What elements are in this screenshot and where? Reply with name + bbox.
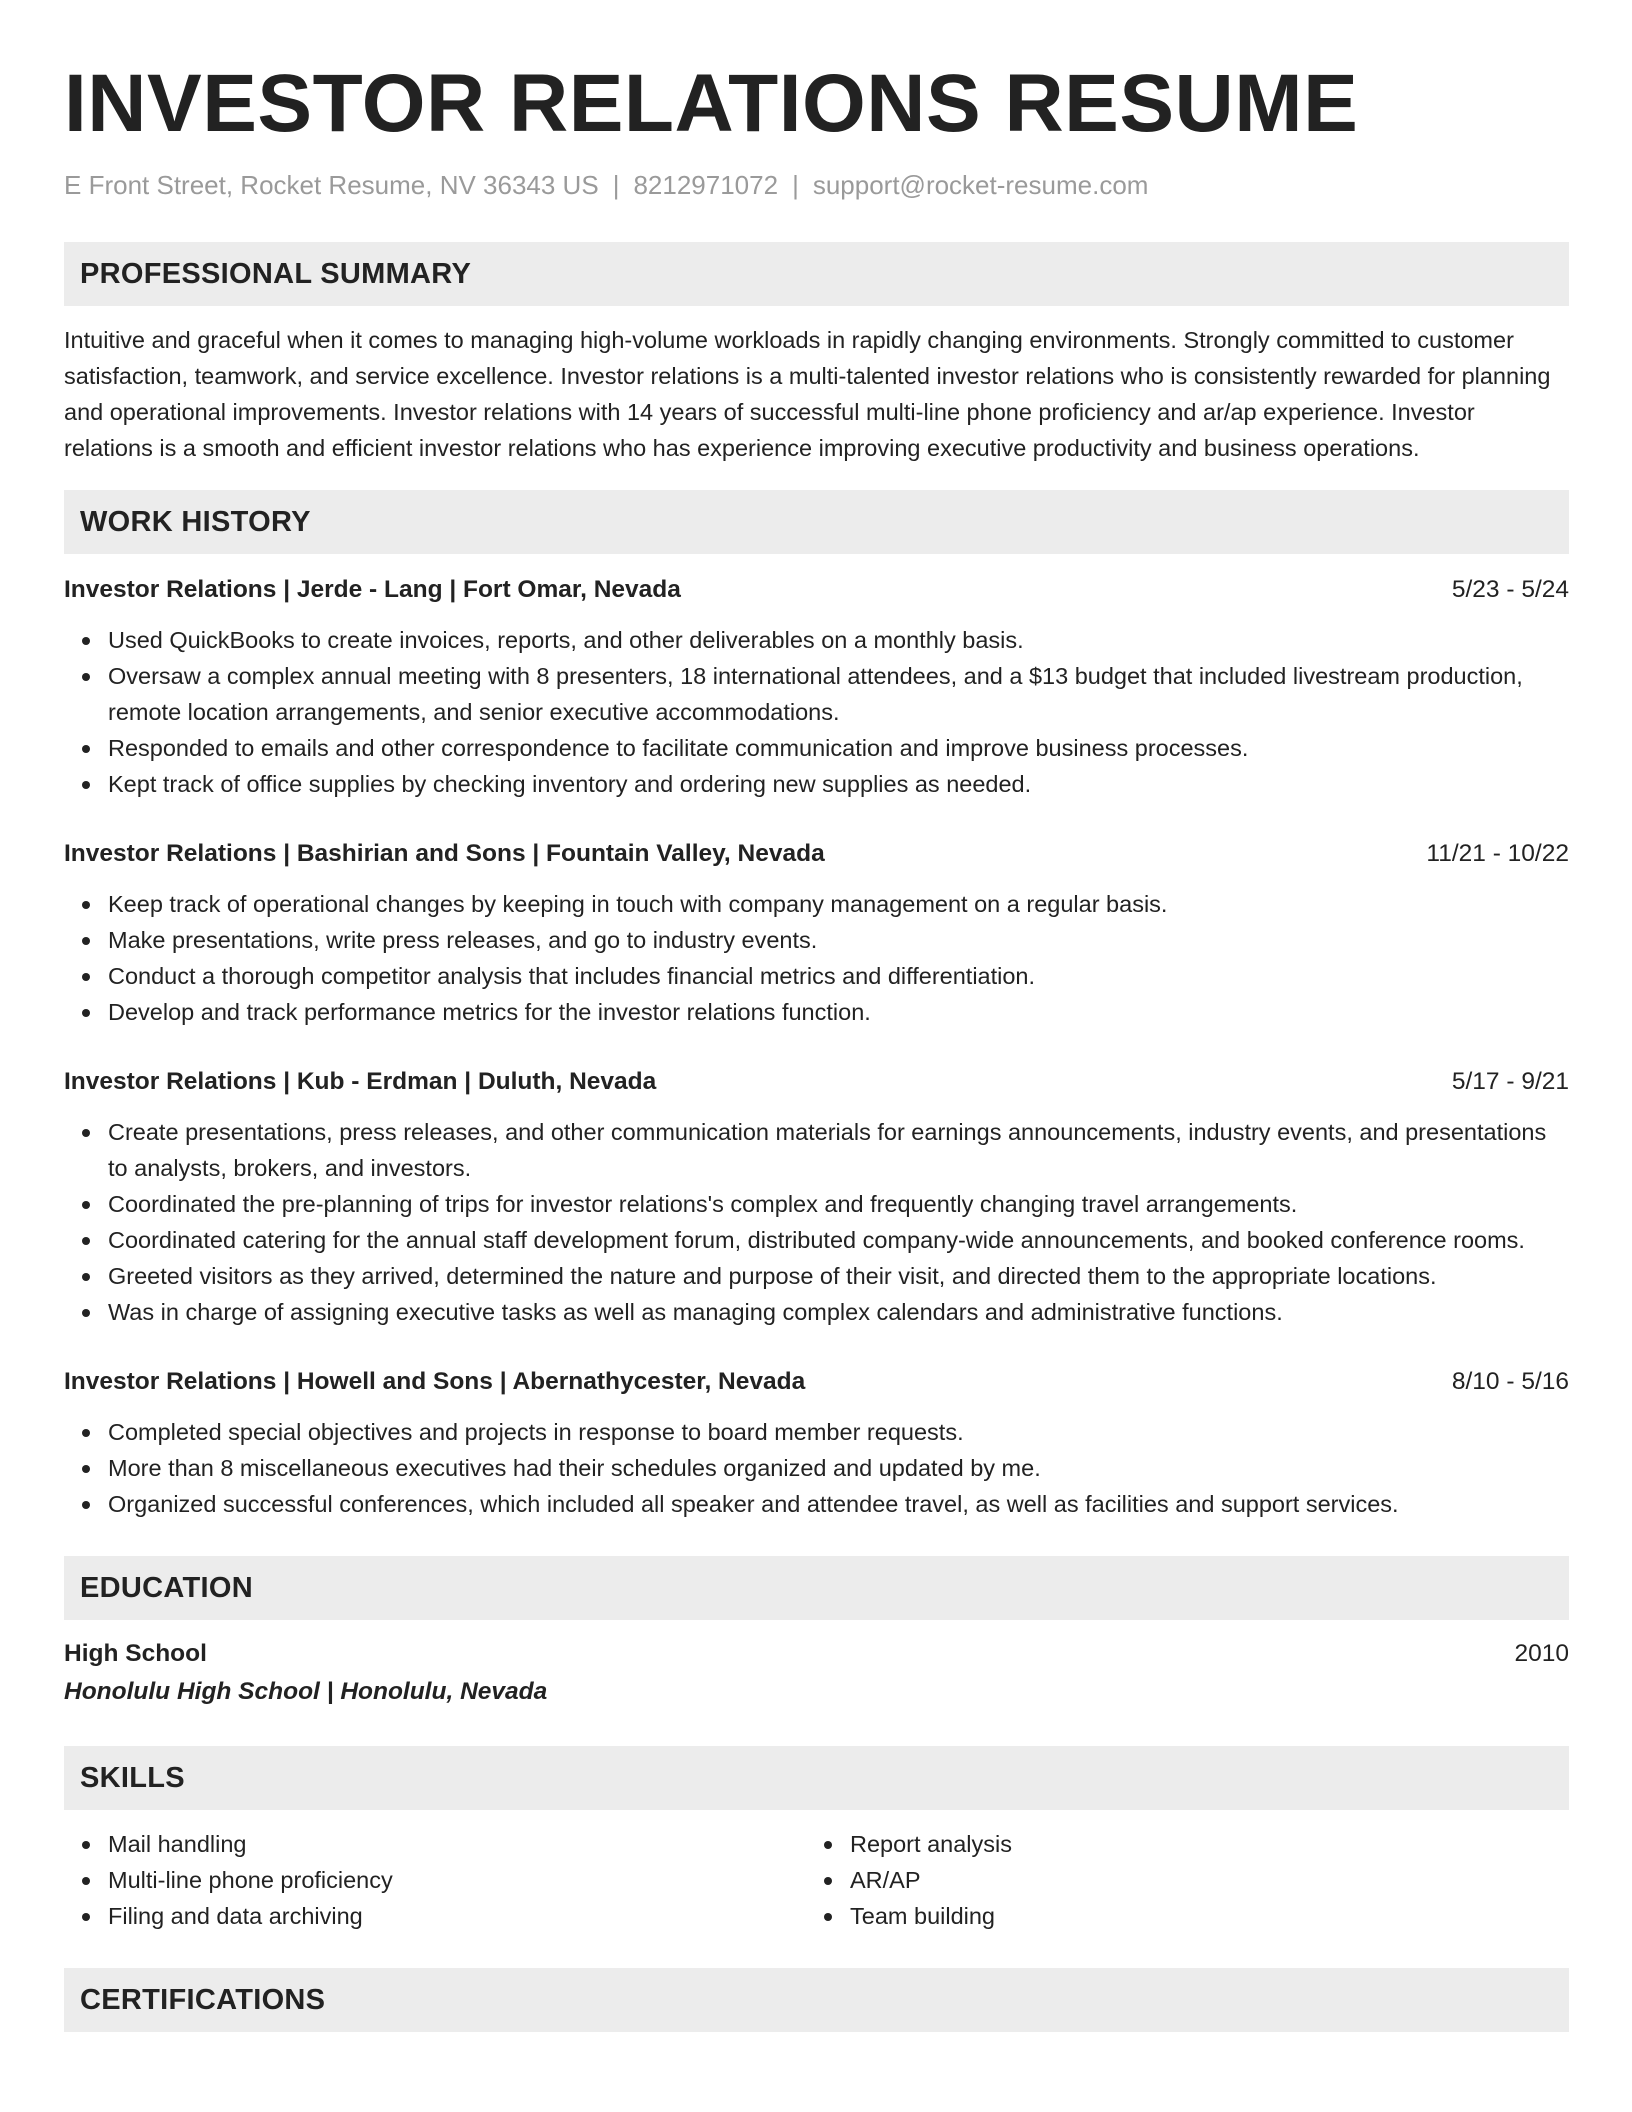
contact-phone: 8212971072 — [633, 170, 779, 200]
list-item: Was in charge of assigning executive tasks as well as managing complex calendars and administrative functions. — [108, 1294, 1569, 1330]
list-item: Develop and track performance metrics for the investor relations function. — [108, 994, 1569, 1030]
summary-text: Intuitive and graceful when it comes to managing high-volume workloads in rapidly changing environments. Strongly committed to customer satisfaction, teamwork, and service excellence. Investor relations is a multi-talented investor relations who is consistently rewarded for planning and operational improvements. Investor relations with 14 years of successful multi-line phone proficiency and ar/ap experience. Investor relations is a smooth and efficient investor relations who has experience improving executive productivity and business operations. — [64, 327, 1551, 461]
section-header-skills: SKILLS — [64, 1746, 1569, 1810]
job-header — [64, 836, 1569, 872]
job-entry — [64, 1064, 1569, 1330]
list-item: Oversaw a complex annual meeting with 8 presenters, 18 international attendees, and a $13 budget that included livestream production, remote location arrangements, and senior executive accommodations. — [108, 658, 1569, 730]
job-header — [64, 1364, 1569, 1400]
education-year: 2010 — [1514, 1640, 1569, 1667]
job-bullets — [64, 1114, 1569, 1330]
job-entry — [64, 572, 1569, 802]
list-item: More than 8 miscellaneous executives had their schedules organized and updated by me. — [108, 1450, 1569, 1486]
resume-page — [64, 0, 1569, 2032]
job-title: Investor Relations | Howell and Sons | Abernathycester, Nevada — [64, 1368, 806, 1395]
job-header — [64, 1064, 1569, 1100]
education-entry — [64, 1636, 1569, 1710]
skills-list — [806, 1826, 1548, 1934]
skill-item: Multi-line phone proficiency — [108, 1862, 806, 1898]
skills-column-left — [64, 1826, 806, 1934]
contact-email: support@rocket-resume.com — [812, 170, 1149, 200]
section-header-summary: PROFESSIONAL SUMMARY — [64, 242, 1569, 306]
job-entry — [64, 836, 1569, 1030]
list-item: Used QuickBooks to create invoices, reports, and other deliverables on a monthly basis. — [108, 622, 1569, 658]
list-item: Completed special objectives and projects in response to board member requests. — [108, 1414, 1569, 1450]
education-degree: High School — [64, 1640, 207, 1667]
list-item: Make presentations, write press releases, and go to industry events. — [108, 922, 1569, 958]
list-item: Greeted visitors as they arrived, determined the nature and purpose of their visit, and directed them to the appropriate locations. — [108, 1258, 1569, 1294]
skills-column-right — [806, 1826, 1548, 1934]
skills-grid — [64, 1826, 1569, 1934]
job-dates: 5/23 - 5/24 — [1451, 576, 1569, 603]
list-item: Keep track of operational changes by keeping in touch with company management on a regular basis. — [108, 886, 1569, 922]
education-header — [64, 1636, 1569, 1672]
list-item: Responded to emails and other correspondence to facilitate communication and improve business processes. — [108, 730, 1569, 766]
section-header-work-history: WORK HISTORY — [64, 490, 1569, 554]
job-dates: 5/17 - 9/21 — [1451, 1068, 1569, 1095]
job-bullets — [64, 622, 1569, 802]
job-bullets — [64, 886, 1569, 1030]
job-header — [64, 572, 1569, 608]
job-title: Investor Relations | Kub - Erdman | Duluth, Nevada — [64, 1068, 657, 1095]
list-item: Coordinated catering for the annual staff development forum, distributed company-wide announcements, and booked conference rooms. — [108, 1222, 1569, 1258]
skills-list — [64, 1826, 806, 1934]
skill-item: AR/AP — [850, 1862, 1548, 1898]
section-header-certifications: CERTIFICATIONS — [64, 1968, 1569, 2032]
job-title: Investor Relations | Bashirian and Sons | Fountain Valley, Nevada — [64, 840, 825, 867]
list-item: Coordinated the pre-planning of trips for investor relations's complex and frequently changing travel arrangements. — [108, 1186, 1569, 1222]
job-dates: 11/21 - 10/22 — [1426, 840, 1569, 867]
job-dates: 8/10 - 5/16 — [1451, 1368, 1569, 1395]
education-school: Honolulu High School | Honolulu, Nevada — [64, 1678, 548, 1705]
section-header-education: EDUCATION — [64, 1556, 1569, 1620]
contact-address: E Front Street, Rocket Resume, NV 36343 US — [64, 170, 599, 200]
skill-item: Filing and data archiving — [108, 1898, 806, 1934]
skill-item: Team building — [850, 1898, 1548, 1934]
job-entry — [64, 1364, 1569, 1522]
list-item: Kept track of office supplies by checking inventory and ordering new supplies as needed. — [108, 766, 1569, 802]
list-item: Organized successful conferences, which included all speaker and attendee travel, as well as facilities and support services. — [108, 1486, 1569, 1522]
skill-item: Mail handling — [108, 1826, 806, 1862]
contact-line — [64, 168, 1569, 202]
job-bullets — [64, 1414, 1569, 1522]
resume-title: INVESTOR RELATIONS RESUME — [64, 58, 1359, 149]
list-item: Conduct a thorough competitor analysis that includes financial metrics and differentiation. — [108, 958, 1569, 994]
contact-separator: | — [792, 170, 799, 200]
list-item: Create presentations, press releases, and other communication materials for earnings announcements, industry events, and presentations to analysts, brokers, and investors. — [108, 1114, 1569, 1186]
contact-separator: | — [612, 170, 620, 200]
skill-item: Report analysis — [850, 1826, 1548, 1862]
job-title: Investor Relations | Jerde - Lang | Fort Omar, Nevada — [64, 576, 681, 603]
